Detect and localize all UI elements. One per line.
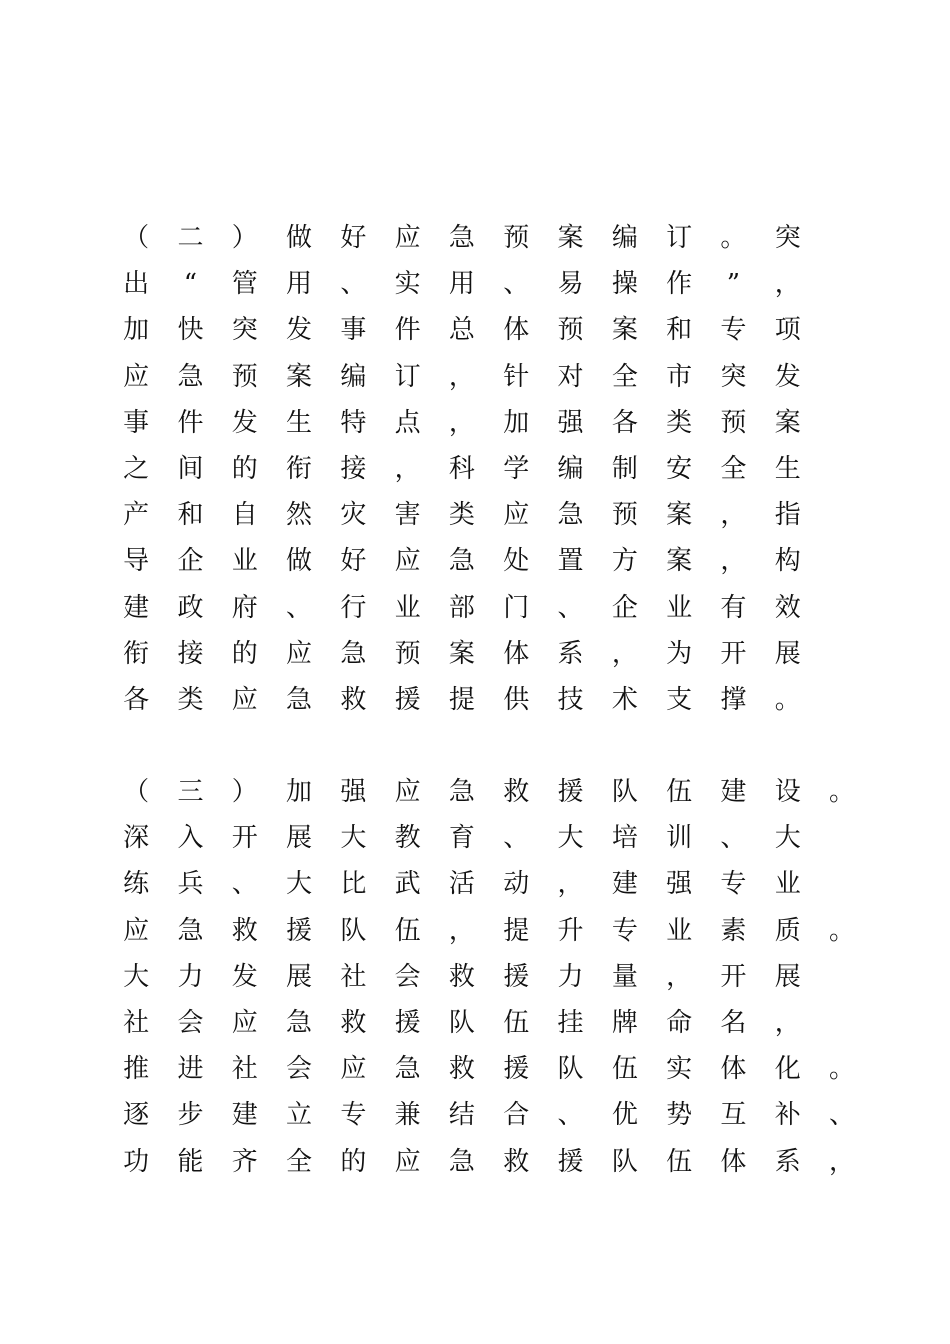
text-char: 突 xyxy=(231,315,258,346)
text-char: 加 xyxy=(286,777,313,808)
text-line xyxy=(109,769,869,815)
text-char: 大 xyxy=(123,961,150,992)
text-line xyxy=(109,631,869,677)
text-char: 武 xyxy=(394,869,421,900)
text-char: 、 xyxy=(231,869,258,900)
text-char: 升 xyxy=(557,915,584,946)
text-char: ） xyxy=(231,223,258,254)
text-char: 、 xyxy=(503,823,530,854)
text-char: ， xyxy=(774,269,801,300)
text-char: 量 xyxy=(611,961,638,992)
text-char: 。 xyxy=(720,223,747,254)
text-char: 处 xyxy=(503,546,530,577)
text-char: 救 xyxy=(503,1146,530,1177)
text-char: 产 xyxy=(123,500,150,531)
text-char: 救 xyxy=(231,915,258,946)
text-char: 伍 xyxy=(503,1008,530,1039)
text-char: 业 xyxy=(394,592,421,623)
text-char: 害 xyxy=(394,500,421,531)
text-line xyxy=(109,446,869,492)
text-char: 动 xyxy=(503,869,530,900)
text-char: 各 xyxy=(123,684,150,715)
text-char: 兵 xyxy=(177,869,204,900)
text-line xyxy=(109,861,869,907)
text-char: 育 xyxy=(448,823,475,854)
text-char: 应 xyxy=(394,223,421,254)
text-char: 应 xyxy=(394,777,421,808)
text-char: 易 xyxy=(557,269,584,300)
text-char: ， xyxy=(720,500,747,531)
text-char: 入 xyxy=(177,823,204,854)
text-char: 会 xyxy=(177,1008,204,1039)
text-char: 建 xyxy=(123,592,150,623)
text-char: 、 xyxy=(557,592,584,623)
text-char: 事 xyxy=(340,315,367,346)
text-char: 特 xyxy=(340,407,367,438)
text-char: 、 xyxy=(829,1100,856,1131)
text-char: 事 xyxy=(123,407,150,438)
text-char: 置 xyxy=(557,546,584,577)
text-char: 二 xyxy=(177,223,204,254)
text-char: ， xyxy=(557,869,584,900)
text-char: 市 xyxy=(666,361,693,392)
text-char: 势 xyxy=(666,1100,693,1131)
text-char: 业 xyxy=(666,915,693,946)
text-char: 编 xyxy=(340,361,367,392)
text-char: 件 xyxy=(394,315,421,346)
text-char: 深 xyxy=(123,823,150,854)
text-char: 功 xyxy=(123,1146,150,1177)
text-char: 强 xyxy=(340,777,367,808)
text-char: 合 xyxy=(503,1100,530,1131)
text-char: 队 xyxy=(557,1054,584,1085)
text-char: 开 xyxy=(720,961,747,992)
text-char: 强 xyxy=(666,869,693,900)
text-char: 社 xyxy=(231,1054,258,1085)
text-line xyxy=(109,307,869,353)
text-char: 强 xyxy=(557,407,584,438)
text-char: 预 xyxy=(720,407,747,438)
text-char: 展 xyxy=(286,823,313,854)
text-char: 援 xyxy=(557,777,584,808)
text-char: 有 xyxy=(720,592,747,623)
text-char: 案 xyxy=(611,315,638,346)
text-char: 发 xyxy=(774,361,801,392)
text-char: 类 xyxy=(666,407,693,438)
text-char: 提 xyxy=(448,684,475,715)
text-char: 救 xyxy=(448,1054,475,1085)
text-char: 指 xyxy=(774,500,801,531)
text-char: 展 xyxy=(774,961,801,992)
text-char: 救 xyxy=(503,777,530,808)
text-char: 支 xyxy=(666,684,693,715)
text-char: 加 xyxy=(123,315,150,346)
text-char: 、 xyxy=(720,823,747,854)
text-line xyxy=(109,1046,869,1092)
text-char: 做 xyxy=(286,546,313,577)
text-char: 力 xyxy=(177,961,204,992)
text-line xyxy=(109,585,869,631)
text-char: 援 xyxy=(394,1008,421,1039)
text-char: 发 xyxy=(231,407,258,438)
text-char: 全 xyxy=(286,1146,313,1177)
text-char: 导 xyxy=(123,546,150,577)
text-char: 案 xyxy=(286,361,313,392)
text-char: 发 xyxy=(231,961,258,992)
text-char: 突 xyxy=(774,223,801,254)
text-char: 和 xyxy=(177,500,204,531)
text-char: 救 xyxy=(448,961,475,992)
text-char: 项 xyxy=(774,315,801,346)
text-char: 预 xyxy=(611,500,638,531)
text-char: 生 xyxy=(774,454,801,485)
text-char: 设 xyxy=(774,777,801,808)
text-char: ） xyxy=(231,777,258,808)
text-char: 案 xyxy=(557,223,584,254)
text-char: 大 xyxy=(340,823,367,854)
text-char: 大 xyxy=(286,869,313,900)
text-char: 应 xyxy=(123,915,150,946)
text-char: 急 xyxy=(286,684,313,715)
text-line xyxy=(109,400,869,446)
text-char: 安 xyxy=(666,454,693,485)
text-char: 应 xyxy=(123,361,150,392)
text-char: 行 xyxy=(340,592,367,623)
text-char: 援 xyxy=(394,684,421,715)
text-char: 应 xyxy=(286,638,313,669)
text-char: 业 xyxy=(774,869,801,900)
text-char: 衔 xyxy=(286,454,313,485)
text-char: 伍 xyxy=(394,915,421,946)
text-char: 加 xyxy=(503,407,530,438)
text-char: 、 xyxy=(286,592,313,623)
text-char: 对 xyxy=(557,361,584,392)
text-char: 步 xyxy=(177,1100,204,1131)
text-char: 伍 xyxy=(666,777,693,808)
text-char: 快 xyxy=(177,315,204,346)
text-char: 案 xyxy=(774,407,801,438)
text-char: 援 xyxy=(557,1146,584,1177)
text-char: 大 xyxy=(774,823,801,854)
text-char: 系 xyxy=(557,638,584,669)
text-char: 发 xyxy=(286,315,313,346)
text-char: 急 xyxy=(557,500,584,531)
text-char: 逐 xyxy=(123,1100,150,1131)
text-char: 齐 xyxy=(231,1146,258,1177)
text-char: 开 xyxy=(720,638,747,669)
text-char: 质 xyxy=(774,915,801,946)
text-char: 案 xyxy=(666,500,693,531)
text-char: ， xyxy=(666,961,693,992)
text-char: 点 xyxy=(394,407,421,438)
text-char: 好 xyxy=(340,223,367,254)
text-char: 好 xyxy=(340,546,367,577)
text-char: 社 xyxy=(340,961,367,992)
text-char: 急 xyxy=(394,1054,421,1085)
text-char: 部 xyxy=(448,592,475,623)
text-char: 业 xyxy=(231,546,258,577)
text-char: 开 xyxy=(231,823,258,854)
text-char: 类 xyxy=(448,500,475,531)
text-char: 效 xyxy=(774,592,801,623)
text-char: （ xyxy=(123,777,150,808)
text-char: 、 xyxy=(503,269,530,300)
text-char: 补 xyxy=(774,1100,801,1131)
text-char: 训 xyxy=(666,823,693,854)
text-char: 针 xyxy=(503,361,530,392)
text-char: 队 xyxy=(340,915,367,946)
text-char: ， xyxy=(448,361,475,392)
text-char: 实 xyxy=(666,1054,693,1085)
text-char: 援 xyxy=(503,1054,530,1085)
text-char: 和 xyxy=(666,315,693,346)
text-char: 灾 xyxy=(340,500,367,531)
text-char: 专 xyxy=(720,869,747,900)
text-char: 体 xyxy=(720,1054,747,1085)
text-char: 间 xyxy=(177,454,204,485)
text-char: 进 xyxy=(177,1054,204,1085)
text-char: 急 xyxy=(448,1146,475,1177)
text-char: 操 xyxy=(611,269,638,300)
text-char: 编 xyxy=(611,223,638,254)
text-line xyxy=(109,538,869,584)
text-char: 政 xyxy=(177,592,204,623)
text-char: 技 xyxy=(557,684,584,715)
text-char: （ xyxy=(123,223,150,254)
text-char: 接 xyxy=(177,638,204,669)
text-char: 牌 xyxy=(611,1008,638,1039)
text-char: 制 xyxy=(611,454,638,485)
text-char: ， xyxy=(829,1146,856,1177)
text-char: 之 xyxy=(123,454,150,485)
text-line xyxy=(109,261,869,307)
text-char: 急 xyxy=(448,777,475,808)
text-char: 培 xyxy=(611,823,638,854)
text-char: 供 xyxy=(503,684,530,715)
text-char: 自 xyxy=(231,500,258,531)
text-char: ， xyxy=(611,638,638,669)
text-char: 大 xyxy=(557,823,584,854)
text-char: 比 xyxy=(340,869,367,900)
text-char: “ xyxy=(183,269,198,300)
text-char: 伍 xyxy=(666,1146,693,1177)
text-char: 。 xyxy=(829,777,856,808)
text-char: 预 xyxy=(557,315,584,346)
text-char: 。 xyxy=(829,915,856,946)
text-char: 总 xyxy=(448,315,475,346)
text-char: 专 xyxy=(340,1100,367,1131)
text-char: 体 xyxy=(503,638,530,669)
text-line xyxy=(109,1000,869,1046)
text-char: 应 xyxy=(394,1146,421,1177)
text-char: 应 xyxy=(231,684,258,715)
text-char: 案 xyxy=(666,546,693,577)
text-char: ， xyxy=(394,454,421,485)
text-char: 队 xyxy=(448,1008,475,1039)
section-3-paragraph xyxy=(109,769,869,1185)
text-char: 专 xyxy=(720,315,747,346)
text-char: 预 xyxy=(394,638,421,669)
text-char: 系 xyxy=(774,1146,801,1177)
text-char: 、 xyxy=(340,269,367,300)
text-char: 援 xyxy=(503,961,530,992)
text-char: 三 xyxy=(177,777,204,808)
text-char: 的 xyxy=(231,638,258,669)
text-char: 命 xyxy=(666,1008,693,1039)
text-char: 作 xyxy=(666,269,693,300)
text-char: 案 xyxy=(448,638,475,669)
text-char: 府 xyxy=(231,592,258,623)
text-char: 做 xyxy=(286,223,313,254)
text-line xyxy=(109,1092,869,1138)
text-char: 结 xyxy=(448,1100,475,1131)
text-char: 突 xyxy=(720,361,747,392)
text-char: ” xyxy=(726,269,741,300)
text-char: 编 xyxy=(557,454,584,485)
text-char: 出 xyxy=(123,269,150,300)
text-char: 企 xyxy=(611,592,638,623)
section-2-paragraph xyxy=(109,215,869,723)
text-char: 力 xyxy=(557,961,584,992)
text-char: 、 xyxy=(557,1100,584,1131)
text-char: 门 xyxy=(503,592,530,623)
text-char: 。 xyxy=(774,684,801,715)
text-char: 会 xyxy=(394,961,421,992)
text-line xyxy=(109,908,869,954)
text-char: 构 xyxy=(774,546,801,577)
text-char: 的 xyxy=(231,454,258,485)
text-char: 急 xyxy=(448,546,475,577)
text-char: 全 xyxy=(611,361,638,392)
text-char: 建 xyxy=(720,777,747,808)
text-char: 业 xyxy=(666,592,693,623)
text-char: 全 xyxy=(720,454,747,485)
text-char: 队 xyxy=(611,1146,638,1177)
text-char: 预 xyxy=(503,223,530,254)
text-char: 衔 xyxy=(123,638,150,669)
text-char: 应 xyxy=(231,1008,258,1039)
text-char: 企 xyxy=(177,546,204,577)
text-line xyxy=(109,815,869,861)
text-char: 方 xyxy=(611,546,638,577)
text-char: 术 xyxy=(611,684,638,715)
text-char: 应 xyxy=(340,1054,367,1085)
text-char: 教 xyxy=(394,823,421,854)
text-char: 能 xyxy=(177,1146,204,1177)
text-char: 互 xyxy=(720,1100,747,1131)
text-char: 援 xyxy=(286,915,313,946)
text-char: 名 xyxy=(720,1008,747,1039)
text-char: 建 xyxy=(611,869,638,900)
text-char: 活 xyxy=(448,869,475,900)
text-char: 化 xyxy=(774,1054,801,1085)
text-char: 急 xyxy=(340,638,367,669)
text-char: 挂 xyxy=(557,1008,584,1039)
text-char: 用 xyxy=(448,269,475,300)
text-char: 急 xyxy=(286,1008,313,1039)
text-char: 急 xyxy=(177,361,204,392)
text-char: 练 xyxy=(123,869,150,900)
text-char: 接 xyxy=(340,454,367,485)
text-char: 专 xyxy=(611,915,638,946)
text-line xyxy=(109,677,869,723)
text-char: 提 xyxy=(503,915,530,946)
text-char: 急 xyxy=(177,915,204,946)
text-char: 订 xyxy=(394,361,421,392)
text-char: 件 xyxy=(177,407,204,438)
text-line xyxy=(109,354,869,400)
text-char: ， xyxy=(720,546,747,577)
text-char: 社 xyxy=(123,1008,150,1039)
text-char: 伍 xyxy=(611,1054,638,1085)
text-char: 订 xyxy=(666,223,693,254)
text-char: 。 xyxy=(829,1054,856,1085)
text-char: 生 xyxy=(286,407,313,438)
text-char: 建 xyxy=(231,1100,258,1131)
text-char: 会 xyxy=(286,1054,313,1085)
text-char: 兼 xyxy=(394,1100,421,1131)
text-char: 类 xyxy=(177,684,204,715)
text-char: ， xyxy=(774,1008,801,1039)
text-char: ， xyxy=(448,915,475,946)
text-char: 优 xyxy=(611,1100,638,1131)
text-char: 然 xyxy=(286,500,313,531)
text-char: 为 xyxy=(666,638,693,669)
text-char: ， xyxy=(448,407,475,438)
text-line xyxy=(109,215,869,261)
text-char: 应 xyxy=(503,500,530,531)
text-char: 应 xyxy=(394,546,421,577)
text-char: 救 xyxy=(340,684,367,715)
text-char: 撑 xyxy=(720,684,747,715)
text-char: 展 xyxy=(286,961,313,992)
text-char: 科 xyxy=(448,454,475,485)
text-char: 体 xyxy=(503,315,530,346)
text-char: 用 xyxy=(286,269,313,300)
text-char: 推 xyxy=(123,1054,150,1085)
text-char: 预 xyxy=(231,361,258,392)
text-char: 队 xyxy=(611,777,638,808)
text-char: 素 xyxy=(720,915,747,946)
text-line xyxy=(109,492,869,538)
text-char: 体 xyxy=(720,1146,747,1177)
text-line xyxy=(109,954,869,1000)
text-char: 的 xyxy=(340,1146,367,1177)
text-char: 展 xyxy=(774,638,801,669)
text-line xyxy=(109,1139,869,1185)
text-char: 救 xyxy=(340,1008,367,1039)
text-char: 学 xyxy=(503,454,530,485)
text-char: 立 xyxy=(286,1100,313,1131)
text-char: 各 xyxy=(611,407,638,438)
text-char: 实 xyxy=(394,269,421,300)
text-char: 管 xyxy=(231,269,258,300)
text-char: 急 xyxy=(448,223,475,254)
